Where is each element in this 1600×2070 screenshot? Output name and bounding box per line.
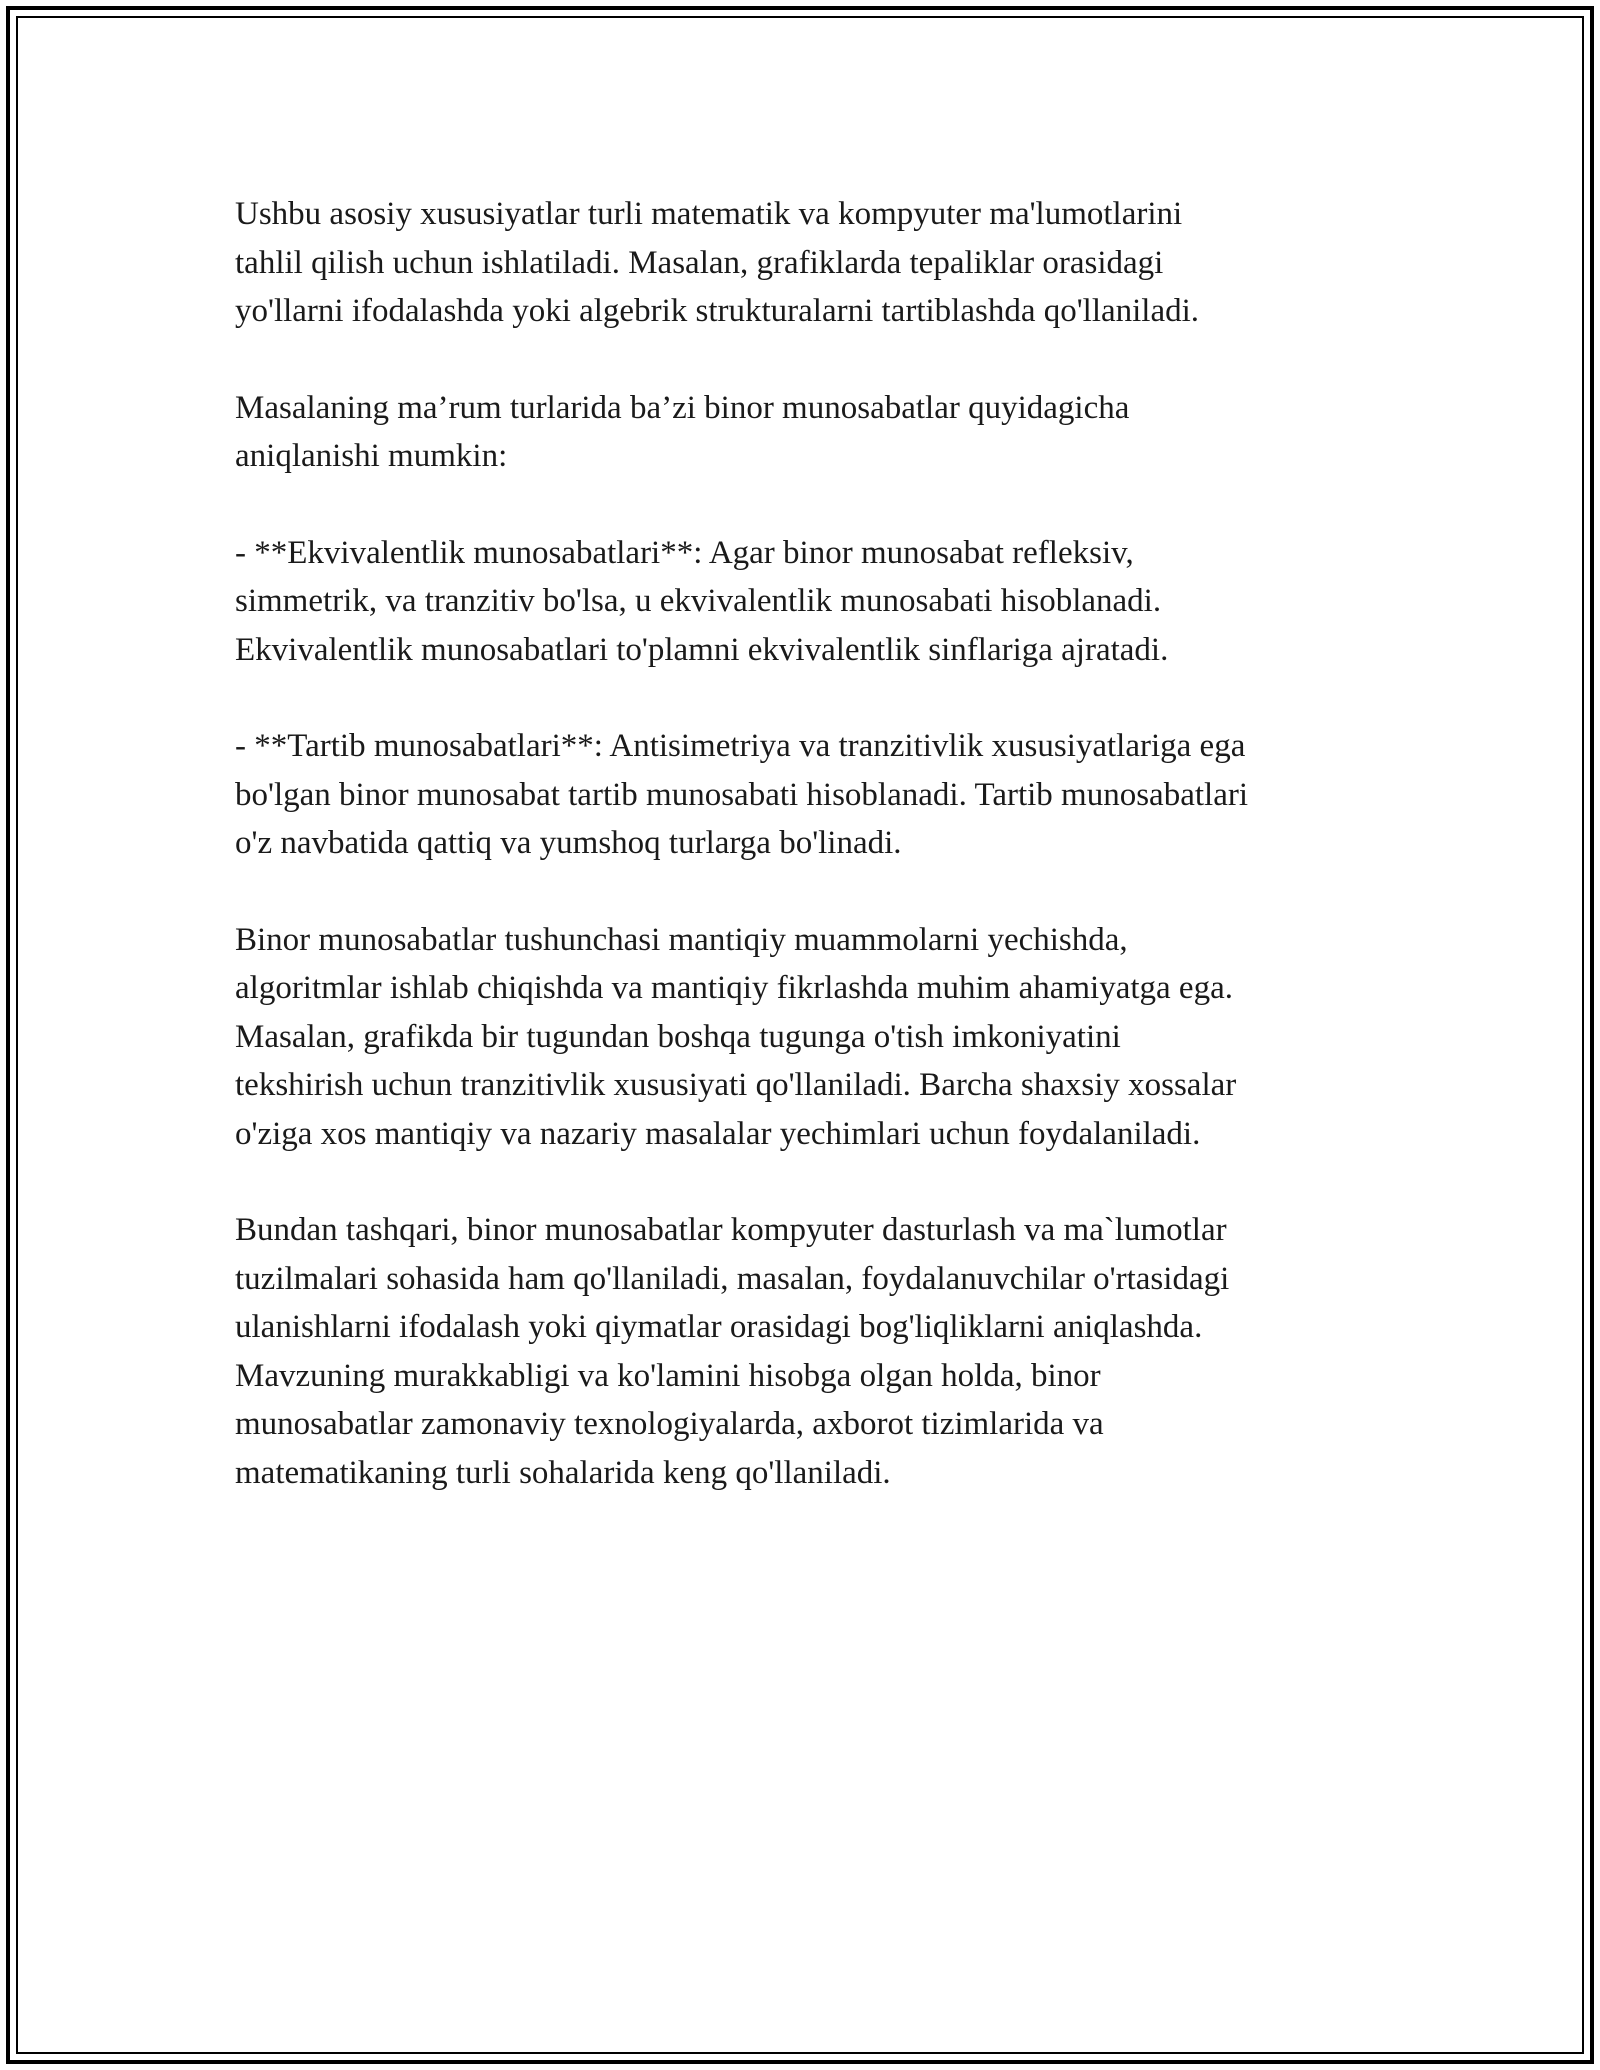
text-line: munosabatlar zamonaviy texnologiyalarda, axborot tizimlarida va [235,1406,1104,1442]
text-line: - **Ekvivalentlik munosabatlari**: Agar binor munosabat refleksiv, [235,534,1134,571]
text-line: aniqlanishi mumkin: [235,438,508,474]
text-line: Masalaning ma’rum turlarida ba’zi binor munosabatlar quyidagicha [235,389,1130,426]
text-line: Ushbu asosiy xususiyatlar turli matematik va kompyuter ma'lumotlarini [235,196,1183,232]
paragraph-definitions-intro [235,384,1385,481]
text-line: bo'lgan binor munosabat tartib munosabati hisoblanadi. Tartib munosabatlari [235,776,1248,813]
text-line: Mavzuning murakkabligi va ko'lamini hisobga olgan holda, binor [235,1357,1101,1394]
text-line: o'ziga xos mantiqiy va nazariy masalalar yechimlari uchun foydalaniladi. [235,1115,1201,1152]
text-line: - **Tartib munosabatlari**: Antisimetriya va tranzitivlik xususiyatlariga ega [235,728,1246,764]
text-line: algoritmlar ishlab chiqishda va mantiqiy fikrlashda muhim ahamiyatga ega. [235,970,1233,1006]
paragraph-intro [235,190,1385,336]
text-line: Bundan tashqari, binor munosabatlar kompyuter dasturlash va ma`lumotlar [235,1212,1227,1248]
paragraph-equivalence [235,529,1385,675]
paragraph-order [235,722,1385,868]
document-body [235,190,1385,1545]
text-line: tuzilmalari sohasida ham qo'llaniladi, masalan, foydalanuvchilar o'rtasidagi [235,1260,1230,1297]
text-line: tahlil qilish uchun ishlatiladi. Masalan, grafiklarda tepaliklar orasidagi [235,244,1164,281]
text-line: yo'llarni ifodalashda yoki algebrik strukturalarni tartiblashda qo'llaniladi. [235,293,1200,329]
text-line: Ekvivalentlik munosabatlari to'plamni ekvivalentlik sinflariga ajratadi. [235,631,1169,668]
text-line: ulanishlarni ifodalash yoki qiymatlar orasidagi bog'liqliklarni aniqlashda. [235,1309,1203,1345]
text-line: Binor munosabatlar tushunchasi mantiqiy muammolarni yechishda, [235,921,1128,958]
paragraph-conclusion [235,1206,1385,1497]
text-line: tekshirish uchun tranzitivlik xususiyati qo'llaniladi. Barcha shaxsiy xossalar [235,1067,1237,1103]
text-line: Masalan, grafikda bir tugundan boshqa tugunga o'tish imkoniyatini [235,1018,1121,1055]
paragraph-applications [235,916,1385,1159]
text-line: simmetrik, va tranzitiv bo'lsa, u ekvivalentlik munosabati hisoblanadi. [235,583,1162,619]
text-line: o'z navbatida qattiq va yumshoq turlarga bo'linadi. [235,825,902,861]
text-line: matematikaning turli sohalarida keng qo'llaniladi. [235,1454,891,1491]
